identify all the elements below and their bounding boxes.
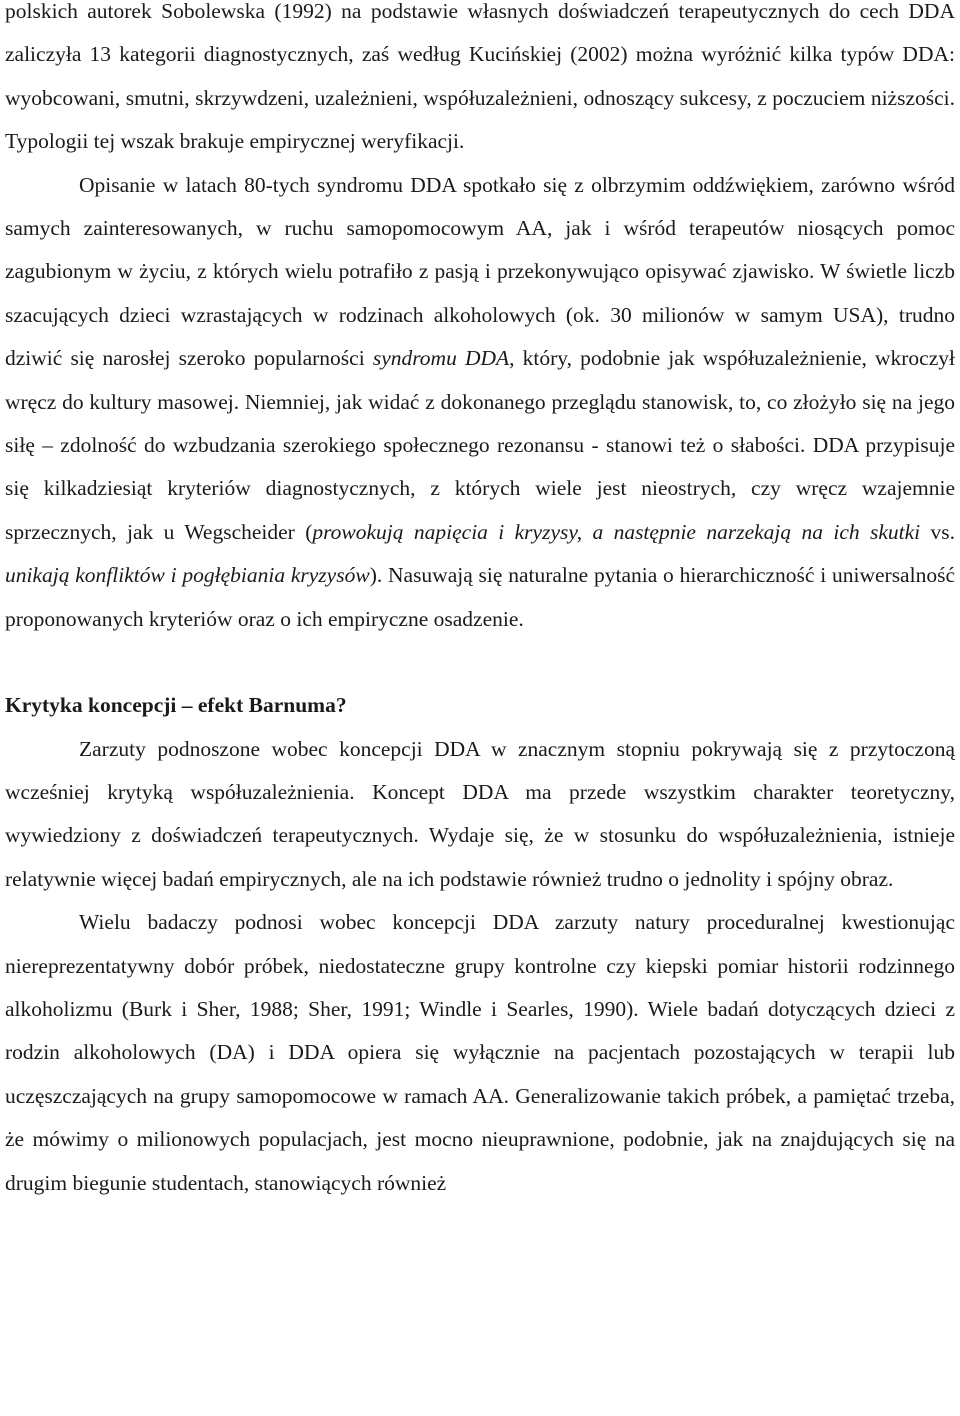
paragraph-3 [5,728,955,902]
section-gap [5,641,955,684]
paragraph-1 [5,0,955,164]
paragraph-2-text-b: który, podobnie jak współuzależnienie, wkroczył wręcz do kultury masowej. Niemniej, jak widać z dokonanego przeglądu stanowisk, to, co złożyło się na jego siłę – zdolność do wzbudzania szerokiego społecznego rezonansu - stanowi też o słabości. DDA przypisuje się kilkadziesiąt kryteriów diagnostycznych, z których wiele jest nieostrych, czy wręcz wzajemnie sprzecznych, jak u Wegscheider ( [5,346,955,544]
italic-term-syndrome: syndromu DDA, [372,346,515,371]
document-page [5,0,955,1205]
italic-quote-avoid: unikają konfliktów i pogłębiania kryzysów [5,563,370,588]
paragraph-1-text: polskich autorek Sobolewska (1992) na podstawie własnych doświadczeń terapeutycznych do cech DDA zaliczyła 13 kategorii diagnostycznych, zaś według Kucińskiej (2002) można wyróżnić kilka typów DDA: wyobcowani, smutni, skrzywdzeni, uzależnieni, współuzależnieni, odnoszący sukcesy, z poczuciem niższości. Typologii tej wszak brakuje empirycznej weryfikacji. [5,0,955,154]
paragraph-4-text: Wielu badaczy podnosi wobec koncepcji DDA zarzuty natury proceduralnej kwestionując niereprezentatywny dobór próbek, niedostateczne grupy kontrolne czy kiepski pomiar historii rodzinnego alkoholizmu (Burk i Sher, 1988; Sher, 1991; Windle i Searles, 1990). Wiele badań dotyczących dzieci z rodzin alkoholowych (DA) i DDA opiera się wyłącznie na pacjentach pozostających w terapii lub uczęszczających na grupy samopomocowe w ramach AA. Generalizowanie takich próbek, a pamiętać trzeba, że mówimy o milionowych populacjach, jest mocno nieuprawnione, podobnie, jak na znajdujących się na drugim biegunie studentach, stanowiących również [5,910,955,1195]
paragraph-2-text-d: ). Nasuwają się naturalne pytania o hierarchiczność i uniwersalność proponowanych kryteriów oraz o ich empiryczne osadzenie. [5,563,955,631]
paragraph-2-text-a: Opisanie w latach 80-tych syndromu DDA spotkało się z olbrzymim oddźwiękiem, zarówno wśród samych zainteresowanych, w ruchu samopomocowym AA, jak i wśród terapeutów niosących pomoc zagubionym w życiu, z których wielu potrafiło z pasją i przekonywująco opisywać zjawisko. W świetle liczb szacujących dzieci wzrastających w rodzinach alkoholowych (ok. 30 milionów w samym USA), trudno dziwić się narosłej szeroko popularności [5,172,955,371]
paragraph-3-text: Zarzuty podnoszone wobec koncepcji DDA w znacznym stopniu pokrywają się z przytoczoną wcześniej krytyką współuzależnienia. Koncept DDA ma przede wszystkim charakter teoretyczny, wywiedziony z doświadczeń terapeutycznych. Wydaje się, że w stosunku do współuzależnienia, istnieje relatywnie więcej badań empirycznych, ale na ich podstawie również trudno o jednolity i spójny obraz. [5,736,955,891]
paragraph-4 [5,901,955,1205]
italic-quote-provoke: prowokują napięcia i kryzysy, a następnie narzekają na ich skutki [312,519,921,544]
paragraph-2-text-c: vs. [920,519,955,544]
paragraph-2 [5,164,955,641]
section-heading: Krytyka koncepcji – efekt Barnuma? [5,693,347,718]
